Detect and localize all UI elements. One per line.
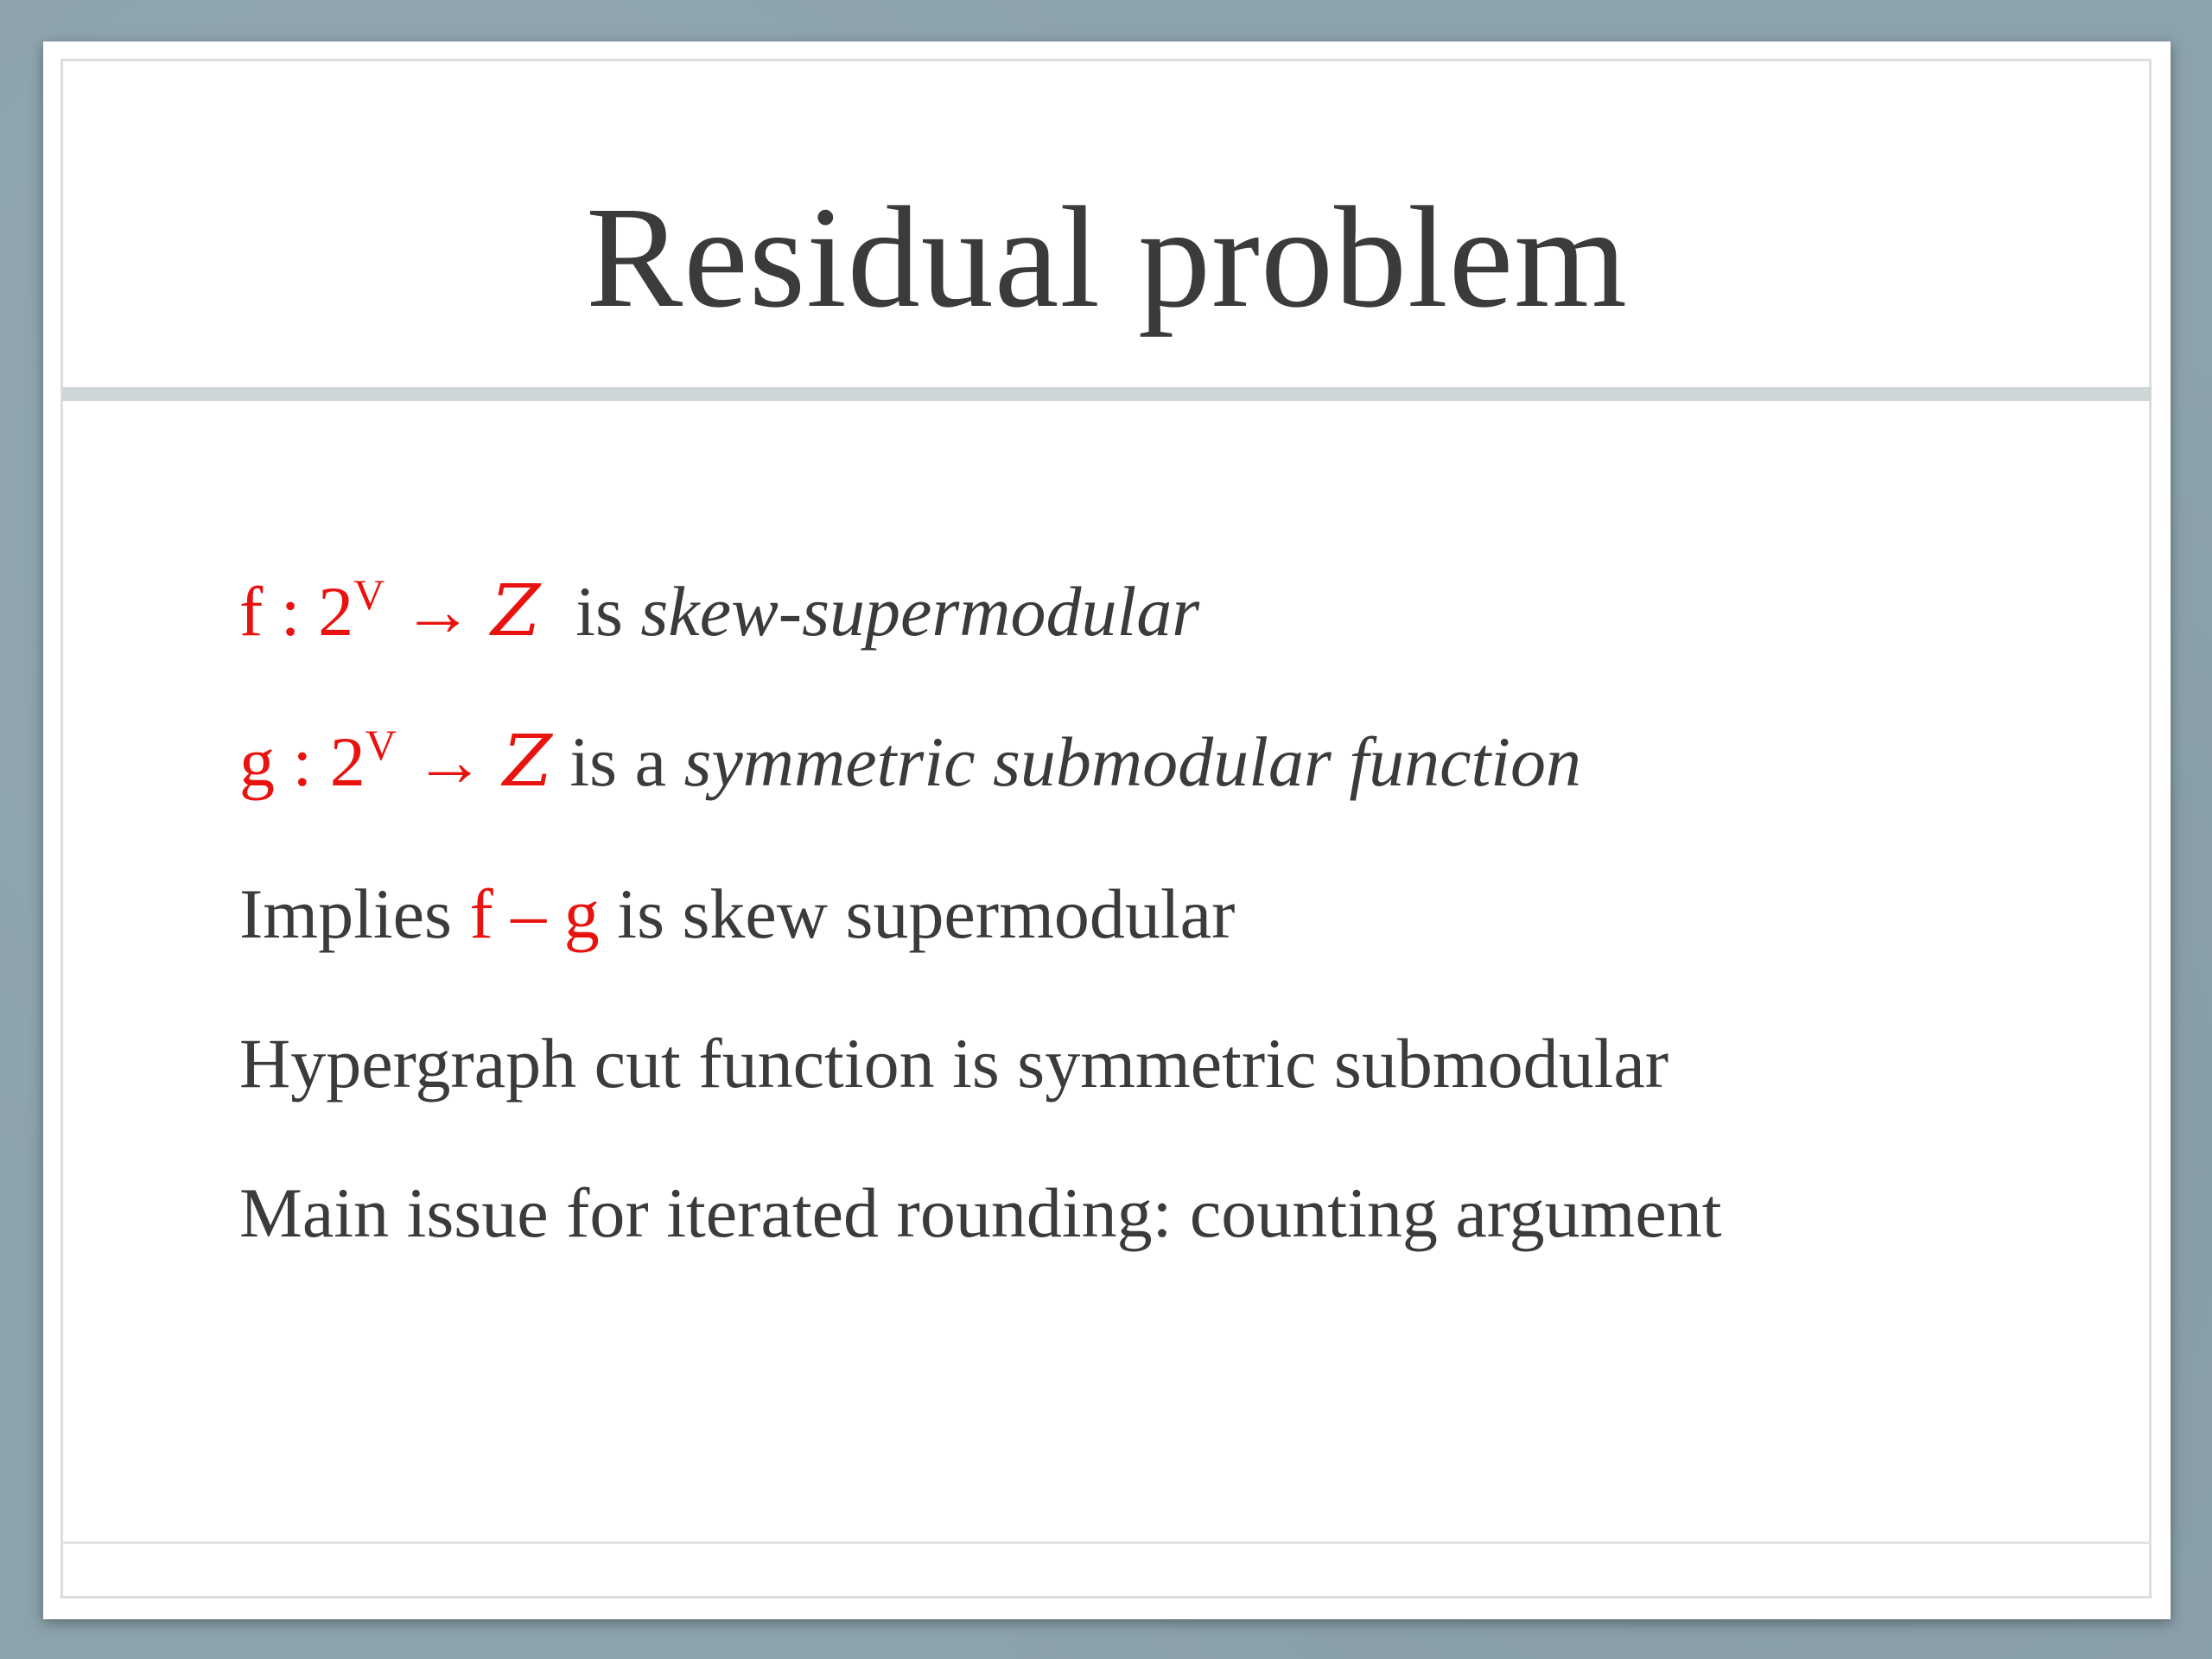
- title-divider: [62, 387, 2152, 401]
- f-arrow: →: [385, 572, 492, 651]
- line3-post-text: is skew supermodular: [599, 874, 1236, 953]
- line3-pre-text: Implies: [239, 874, 470, 953]
- f-minus-g-expression: f – g: [469, 874, 600, 953]
- f-codomain: Z: [491, 570, 541, 652]
- f-exponent: V: [353, 570, 385, 619]
- line1-italic-text: skew-supermodular: [640, 572, 1200, 651]
- bullet-line-4: Hypergraph cut function is symmetric submodular: [239, 1024, 1669, 1103]
- g-map-text: g : 2: [239, 722, 365, 801]
- g-definition: [239, 722, 552, 801]
- f-map-text: f : 2: [239, 572, 354, 651]
- slide: [43, 41, 2171, 1619]
- f-definition: [239, 572, 540, 651]
- line2-italic-text: symmetric submodular function: [683, 722, 1582, 801]
- bullet-line-3: [239, 871, 1235, 957]
- line2-is-text: is a: [551, 722, 684, 801]
- slide-title: Residual problem: [586, 177, 1628, 338]
- g-codomain: Z: [502, 721, 552, 803]
- footer-divider: [62, 1541, 2152, 1544]
- g-arrow: →: [396, 722, 503, 801]
- bullet-line-2: [239, 719, 1581, 814]
- bullet-line-5: Main issue for iterated rounding: counting argument: [239, 1173, 1722, 1252]
- line1-is-text: is: [540, 572, 641, 651]
- g-exponent: V: [365, 721, 397, 769]
- bullet-line-1: [239, 569, 1199, 664]
